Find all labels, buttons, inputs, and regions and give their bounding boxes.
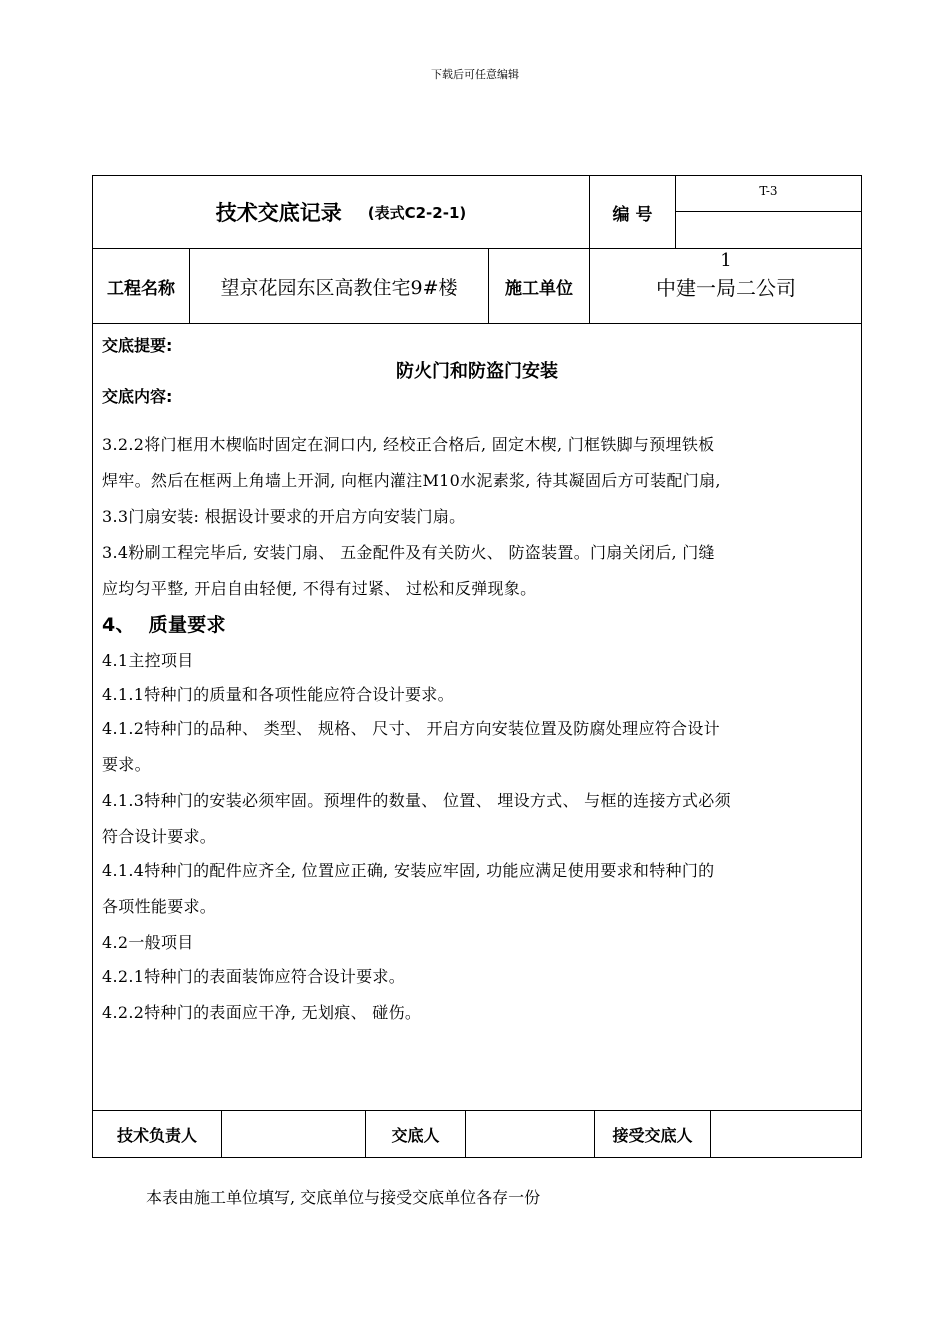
- content-line: 4.2一般项目: [102, 933, 194, 952]
- summary-label: 交底提要:: [102, 336, 173, 355]
- content-line: 4.1.3特种门的安装必须牢固。预埋件的数量、 位置、 埋设方式、 与框的连接方式必须: [102, 791, 731, 810]
- content-label: 交底内容:: [102, 387, 173, 406]
- footer-note: 本表由施工单位填写, 交底单位与接受交底单位各存一份: [146, 1188, 541, 1207]
- content-line: 要求。: [102, 755, 151, 774]
- content-line: 4.1.4特种门的配件应齐全, 位置应正确, 安装应牢固, 功能应满足使用要求和特种门的: [102, 861, 715, 880]
- number-value: T-3: [759, 184, 778, 198]
- tech-lead-label: 技术负责人: [116, 1125, 197, 1145]
- project-label: 工程名称: [107, 278, 175, 299]
- content-line: 应均匀平整, 开启自由轻便, 不得有过紧、 过松和反弹现象。: [102, 579, 537, 598]
- receiver-field[interactable]: [711, 1111, 861, 1157]
- content-line: 3.4粉刷工程完毕后, 安装门扇、 五金配件及有关防火、 防盗装置。门扇关闭后, 门缝: [102, 543, 715, 562]
- number-label: 编 号: [612, 204, 653, 225]
- contractor-number: 1: [720, 250, 732, 271]
- content-line: 3.3门扇安装: 根据设计要求的开启方向安装门扇。: [102, 507, 466, 526]
- number-value-secondary: [676, 212, 861, 248]
- subject-title: 防火门和防盗门安装: [396, 361, 558, 382]
- content-line: 3.2.2将门框用木楔临时固定在洞口内, 经校正合格后, 固定木楔, 门框铁脚与预埋铁板: [102, 435, 715, 454]
- content-line: 符合设计要求。: [102, 827, 217, 846]
- form-title: 技术交底记录: [215, 201, 342, 225]
- table-border-bottom: [92, 1157, 862, 1158]
- content-line: 各项性能要求。: [102, 897, 217, 916]
- discloser-field[interactable]: [466, 1111, 594, 1157]
- content-line: 4、 质量要求: [102, 614, 226, 636]
- content-line: 焊牢。然后在框两上角墙上开洞, 向框内灌注M10水泥素浆, 待其凝固后方可装配门扇,: [102, 471, 721, 490]
- tech-lead-field[interactable]: [222, 1111, 365, 1157]
- content-line: 4.1.2特种门的品种、 类型、 规格、 尺寸、 开启方向安装位置及防腐处理应符合设计: [102, 719, 720, 738]
- content-line: 4.2.2特种门的表面应干净, 无划痕、 碰伤。: [102, 1003, 422, 1022]
- header-note: 下载后可任意编辑: [431, 68, 519, 81]
- content-line: 4.2.1特种门的表面装饰应符合设计要求。: [102, 967, 406, 986]
- contractor-label: 施工单位: [505, 278, 573, 299]
- row-divider: [92, 323, 862, 324]
- content-line: 4.1主控项目: [102, 651, 194, 670]
- content-line: 4.1.1特种门的质量和各项性能应符合设计要求。: [102, 685, 454, 704]
- project-value: 望京花园东区高教住宅9#楼: [220, 276, 458, 299]
- title-cell: [93, 176, 589, 248]
- discloser-label: 交底人: [391, 1125, 440, 1145]
- receiver-label: 接受交底人: [612, 1125, 693, 1145]
- form-code: (表式C2-2-1): [367, 203, 467, 222]
- contractor-value: 中建一局二公司: [656, 276, 796, 300]
